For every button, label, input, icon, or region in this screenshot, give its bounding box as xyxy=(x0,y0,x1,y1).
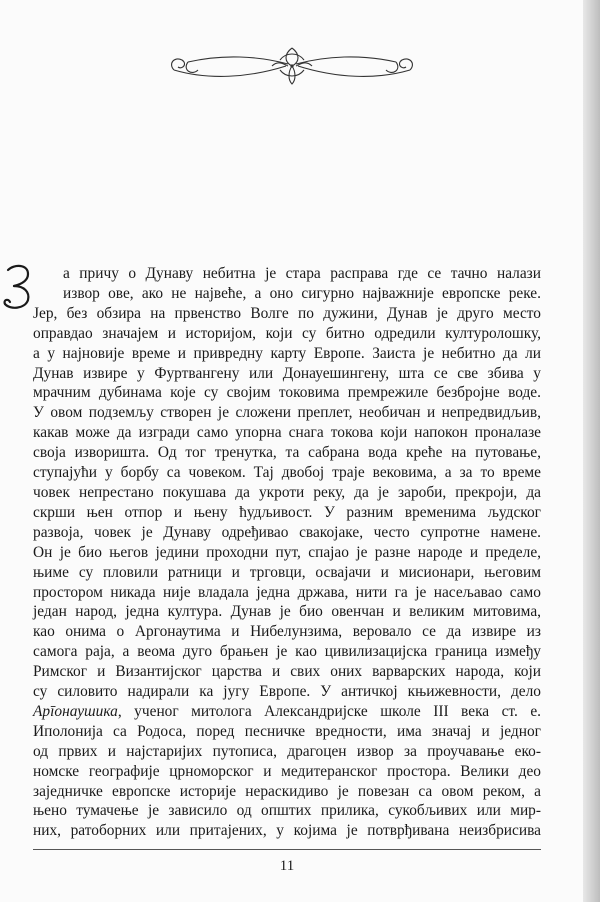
page-number: 11 xyxy=(279,858,295,874)
text-line: них, ратоборних или притајених, у којима је потврђивана неизбрисива xyxy=(33,822,541,840)
text-line: њено тумачење је зависило од општих прилика, сукобљивих или мир- xyxy=(33,802,541,820)
text-line: оправдао значајем и историјом, који су битно одредили културолошку, xyxy=(33,324,541,342)
text-line: какав може да изгради само упорна снага токова који напокон проналазе xyxy=(33,424,541,442)
text-line xyxy=(33,702,541,722)
dropcap-ze-icon xyxy=(2,262,32,312)
text-line: њиме су пловили ратници и трговци, освајачи и мисионари, његовим xyxy=(33,563,541,581)
text-line: простором никада није владала једна држава, нити га је насељавао само xyxy=(33,583,541,601)
text-line: мрачним дубинама које су својим токовима премрежиле безбројне воде. xyxy=(33,384,541,402)
text-line: Иполонија са Родоса, поред песничке вредности, има значај и једног xyxy=(33,722,541,740)
text-line: Јер, без обзира на првенство Волге по дужини, Дунав је друго место xyxy=(33,304,541,322)
text-line: један народ, једна култура. Дунав је био овенчан и великим митовима, xyxy=(33,603,541,621)
text-line: од првих и најстаријих путописа, драгоцен извор за проучавање еко- xyxy=(33,742,541,760)
text-line: као онима о Аргонаутима и Нибелунзима, веровало се да извире из xyxy=(33,623,541,641)
text-line: У овом подземљу створен је сложени преплет, необичан и непредвидљив, xyxy=(33,404,541,422)
text-line: Дунав извире у Фуртвангену или Донауешингену, шта се све збива у xyxy=(33,364,541,382)
text-line: развоја, човек је Дунаву одређивао свакојаке, често супротне намене. xyxy=(33,523,541,541)
body-text xyxy=(33,264,541,841)
flourish-ornament-icon xyxy=(168,40,416,88)
text-line: човек непрестано покушава да укроти реку, да је зароби, прекроји, да xyxy=(33,483,541,501)
footer-rule xyxy=(33,849,541,850)
text-line: су силовито надирали ка југу Европе. У античкој књижевности, дело xyxy=(33,683,541,701)
text-line: извор ове, ако не највеће, а оно сигурно најважније европске реке. xyxy=(63,284,541,302)
text-line: номске географије црноморског и медитеранског простора. Велики део xyxy=(33,762,541,780)
text-line: а причу о Дунаву небитна је стара расправа где се тачно налази xyxy=(63,265,541,282)
text-line: а у најновије време и привредну карту Европе. Заиста је небитно да ли xyxy=(33,344,541,362)
text-line: самога раја, а веома дуго брањен је као цивилизацијска граница између xyxy=(33,643,541,661)
text-line: Римског и Византијског царства и свих оних варварских народа, који xyxy=(33,663,541,681)
text-line: скрши њен отпор и њену ћудљивост. У разним временима људског xyxy=(33,503,541,521)
page-edge-shadow xyxy=(583,0,600,902)
text-line: Он је био његов једини проходни пут, спајао је разне народе и пределе, xyxy=(33,543,541,561)
text-fragment: , ученог митолога Александријске школе III века ст. е. xyxy=(117,702,541,720)
book-title-italic: Арīонаушика xyxy=(33,702,118,720)
text-line: заједничке европске историје нераскидиво је повезан са овом реком, а xyxy=(33,782,541,800)
text-line: ступајући у борбу са човеком. Тај двобој траје вековима, а за то време xyxy=(33,464,541,482)
text-line: своја изворишта. Од тог тренутка, та сабрана вода креће на путовање, xyxy=(33,444,541,462)
